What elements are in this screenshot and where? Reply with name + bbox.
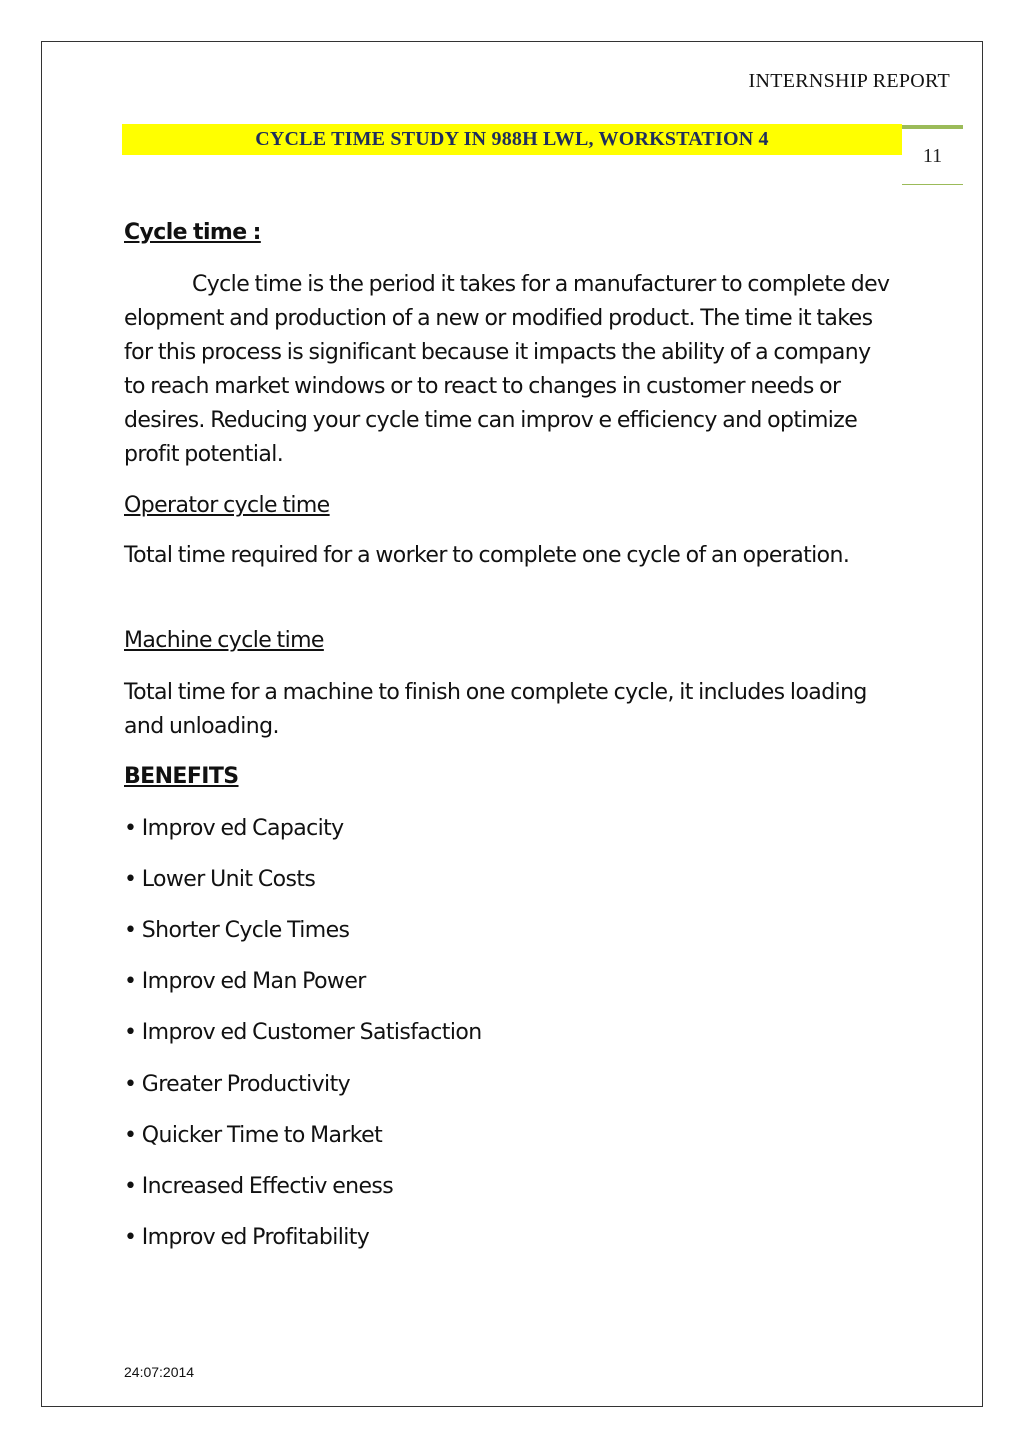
benefit-item: • Greater Productivity [124,1072,351,1097]
page-number-box [902,125,963,185]
chapter-title: CYCLE TIME STUDY IN 988H LWL, WORKSTATION 4 [255,128,769,150]
benefit-item: • Lower Unit Costs [124,867,316,892]
chapter-title-bar [122,124,902,155]
cycle-time-paragraph: Cycle time is the period it takes for a manufacturer to complete dev elopment and production of a new or modified product. The time it takes for this process is significant because it impacts the ability of a company to reach market windows or to react to changes in customer needs or desires. Reducing your cycle time can improv e efficiency and optimize profit potential. [124,272,890,467]
benefit-item: • Improv ed Profitability [124,1225,370,1250]
page-number: 11 [922,145,943,167]
benefit-item: • Increased Effectiv eness [124,1174,394,1199]
machine-cycle-time-text: Total time for a machine to finish one complete cycle, it includes loading and unloading. [124,680,867,739]
benefits-heading: BENEFITS [124,764,239,789]
operator-cycle-time-heading: Operator cycle time [124,493,330,518]
cycle-time-heading: Cycle time : [124,220,261,245]
running-header: INTERNSHIP REPORT [748,70,950,92]
benefit-item: • Improv ed Customer Satisfaction [124,1020,482,1045]
operator-cycle-time-text: Total time required for a worker to complete one cycle of an operation. [124,543,850,568]
machine-cycle-time-heading: Machine cycle time [124,628,324,653]
benefit-item: • Shorter Cycle Times [124,918,350,943]
benefit-item: • Improv ed Capacity [124,816,344,841]
benefit-item: • Quicker Time to Market [124,1123,383,1148]
footer-date: 24:07:2014 [124,1364,195,1380]
benefit-item: • Improv ed Man Power [124,969,366,994]
